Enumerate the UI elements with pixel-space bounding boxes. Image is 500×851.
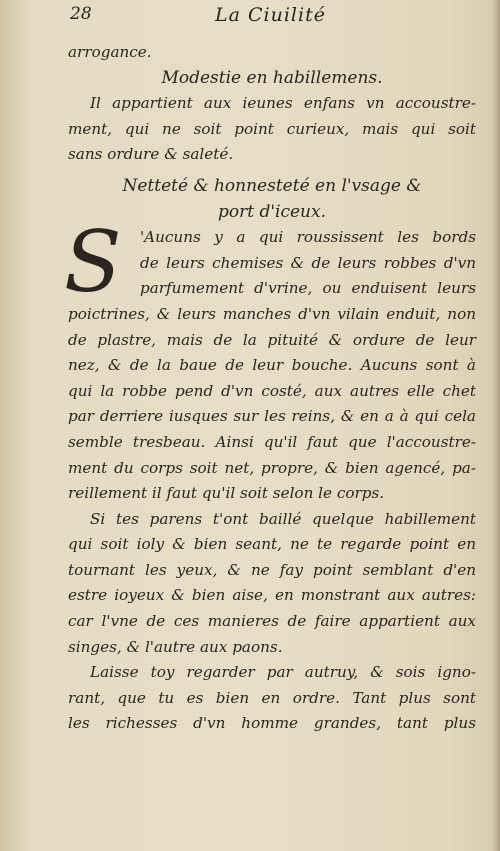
text-line: singes, & l'autre aux paons.: [68, 637, 283, 656]
text-line: car l'vne de ces manieres de faire appartient aux: [68, 612, 476, 631]
text-line: estre ioyeux & bien aise, en monstrant aux autres:: [68, 586, 476, 605]
text-line: 'Aucuns y a qui roussissent les bords: [140, 228, 476, 247]
text-line: qui la robbe pend d'vn costé, aux autres elle chet: [68, 381, 476, 400]
text-line: reillement il faut qu'il soit selon le corps.: [68, 484, 385, 503]
text-line: par derriere iusques sur les reins, & en a à qui cela: [68, 407, 476, 426]
page-number: 28: [70, 4, 92, 24]
dropcap-paragraph: [64, 213, 476, 312]
text-line: sans ordure & saleté.: [68, 145, 234, 164]
text-line: Si tes parens t'ont baillé quelque habillement: [90, 509, 476, 528]
text-line: tournant les yeux, & ne fay point semblant d'en: [68, 560, 476, 579]
text-line: ment du corps soit net, propre, & bien agencé, pa-: [68, 458, 476, 477]
decorated-initial: S: [64, 213, 122, 312]
section-heading-nettete-2: port d'iceux.: [218, 201, 326, 222]
text-line: qui soit ioly & bien seant, ne te regarde point en: [68, 535, 476, 554]
text-line: nez, & de la baue de leur bouche. Aucuns sont à: [68, 356, 476, 375]
text-line: poictrines, & leurs manches d'vn vilain enduit, non: [68, 304, 476, 323]
text-line: semble tresbeau. Ainsi qu'il faut que l'accoustre-: [68, 432, 476, 451]
continuation-line: arrogance.: [68, 43, 152, 61]
text-line: Laisse toy regarder par autruy, & sois igno-: [90, 663, 476, 682]
text-line: rant, que tu es bien en ordre. Tant plus sont: [68, 688, 476, 707]
text-line: de plastre, mais de la pituité & ordure de leur: [68, 330, 476, 349]
text-line: Il appartient aux ieunes enfans vn accoustre-: [90, 94, 476, 113]
page-body: [64, 40, 476, 737]
text-line: ment, qui ne soit point curieux, mais qui soit: [68, 119, 476, 138]
text-line: les richesses d'vn homme grandes, tant plus: [68, 714, 476, 733]
page-header: [70, 4, 480, 26]
page-edge-shadow: [492, 0, 500, 851]
section-heading-modestie: Modestie en habillemens.: [161, 67, 383, 88]
section-heading-nettete-1: Netteté & honnesteté en l'vsage &: [122, 175, 422, 196]
text-line: parfumement d'vrine, ou enduisent leurs: [140, 279, 476, 298]
text-line: de leurs chemises & de leurs robbes d'vn: [140, 253, 476, 272]
running-title: La Ciuilité: [215, 4, 326, 26]
